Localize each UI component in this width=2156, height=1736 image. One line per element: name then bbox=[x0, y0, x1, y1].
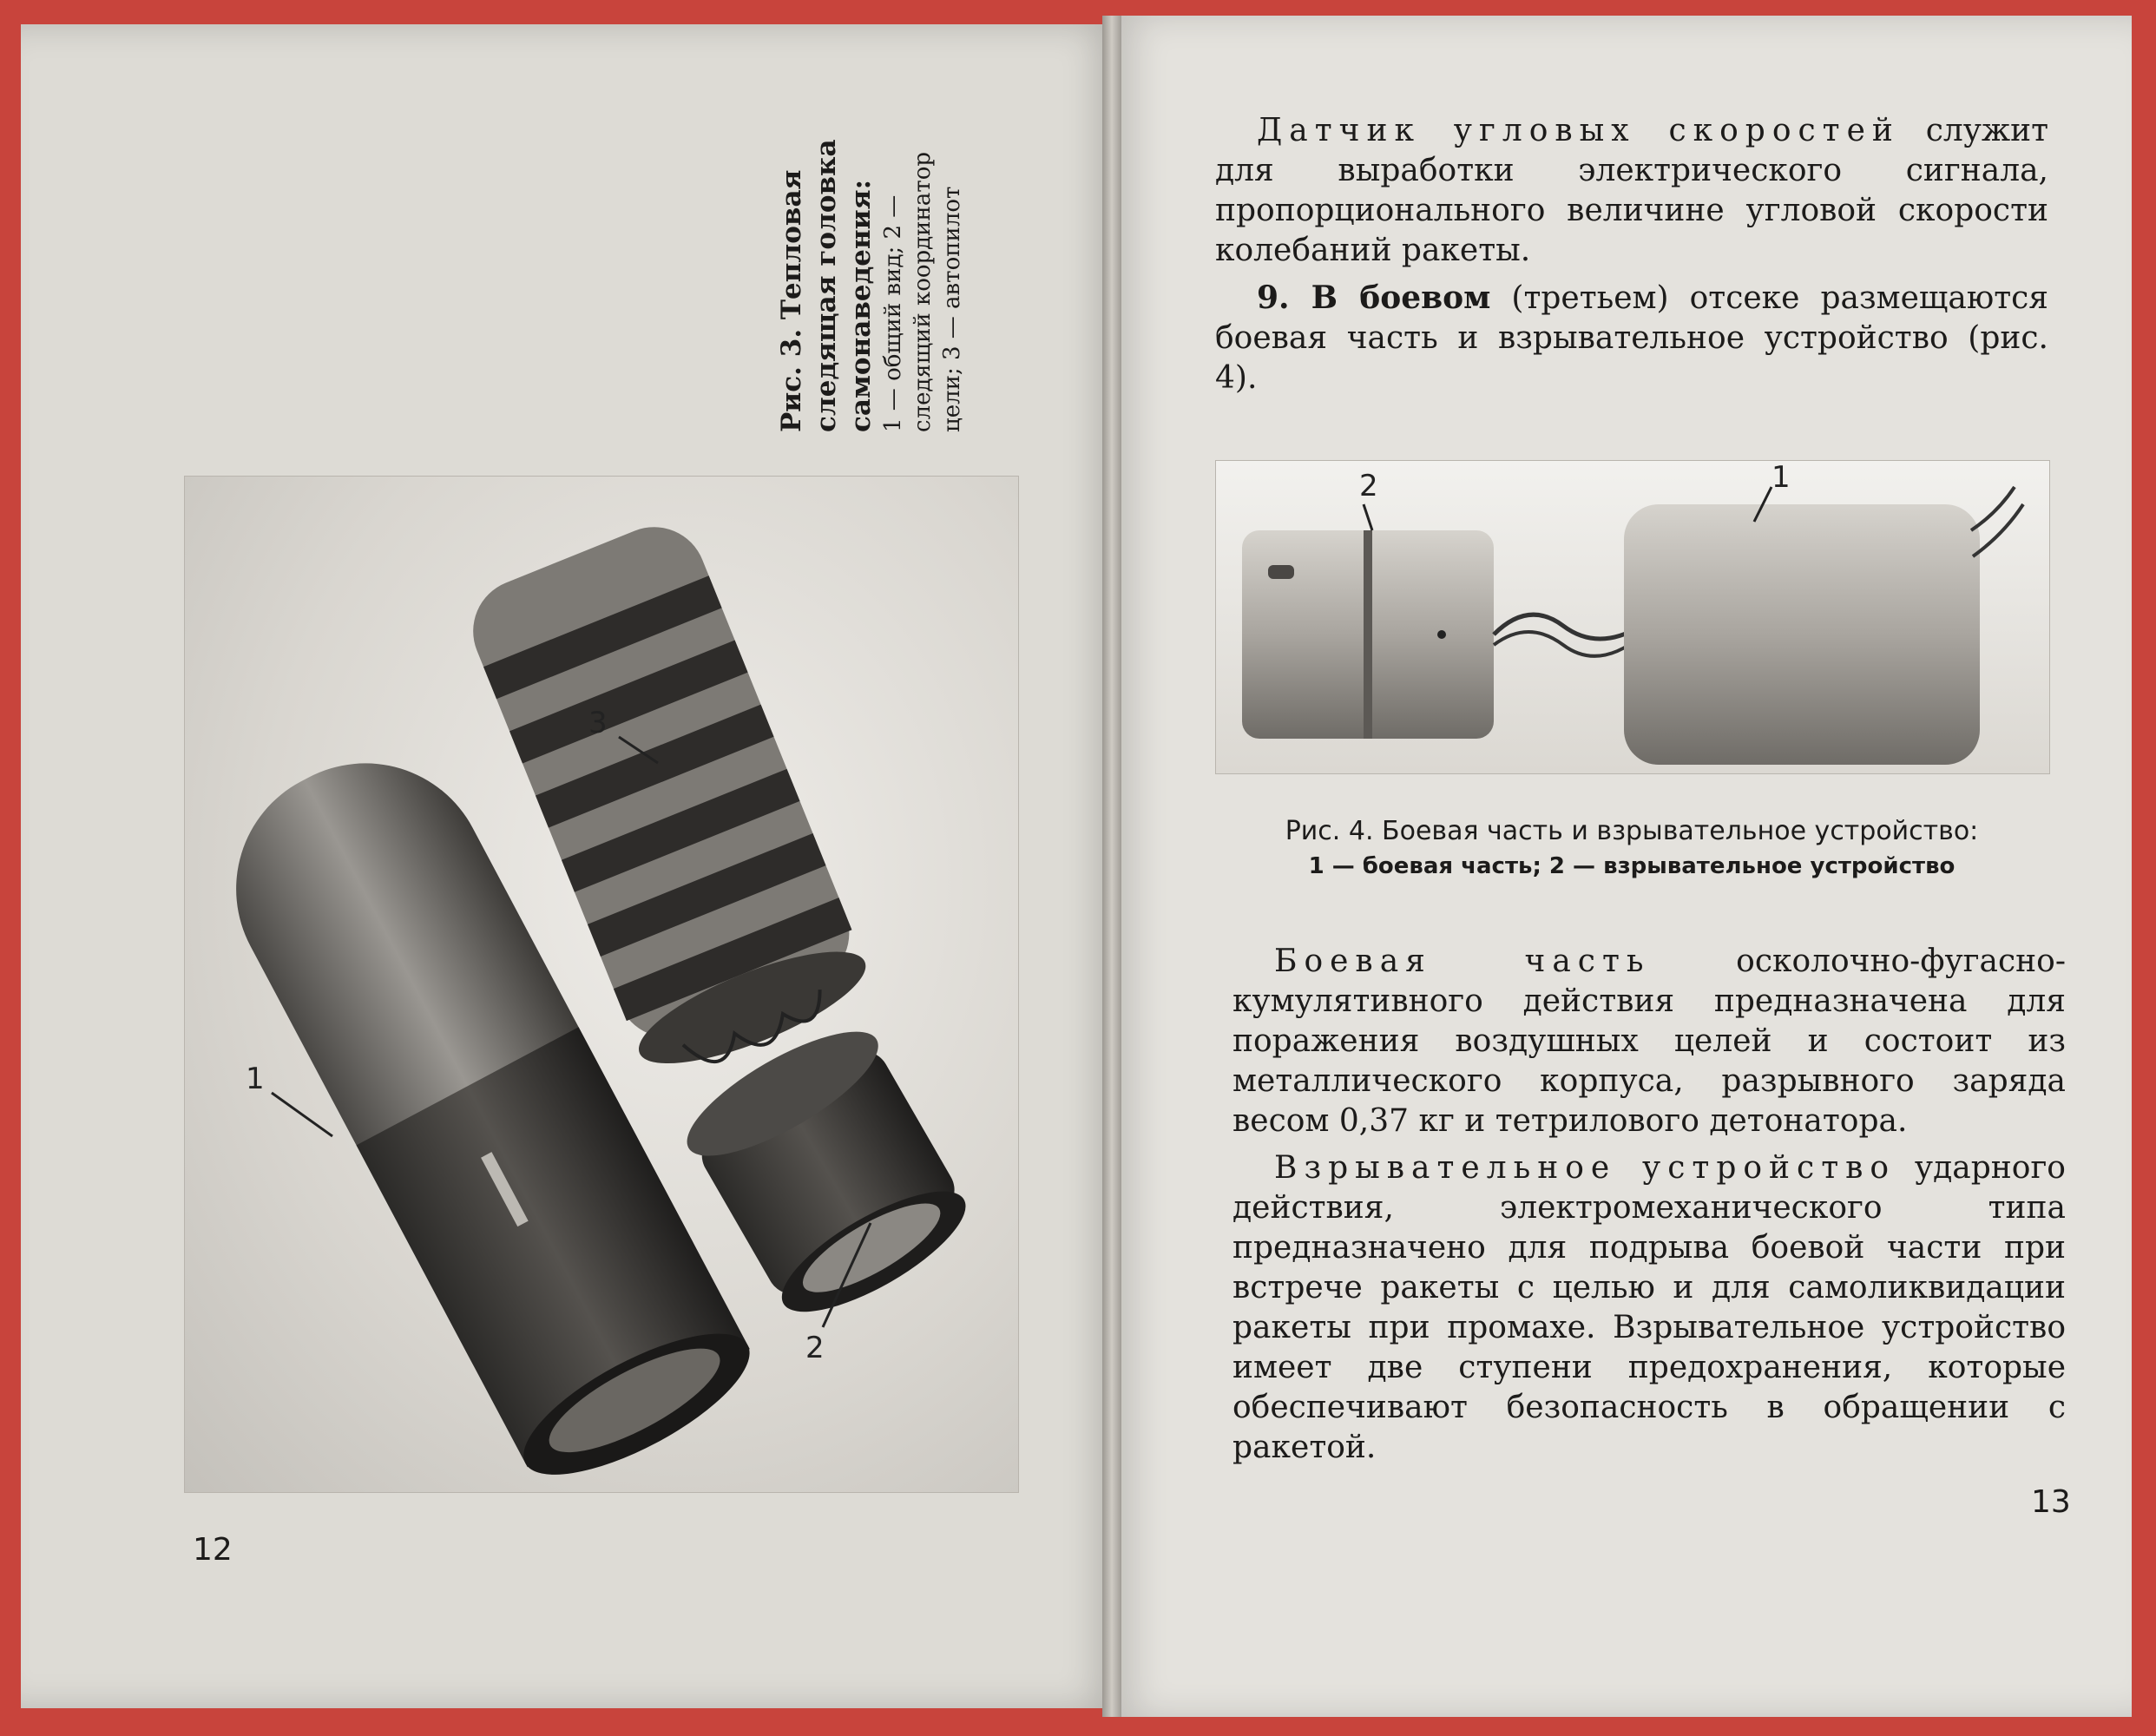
figure4-label-1: 1 bbox=[1771, 461, 1791, 495]
figure3-caption-title: Рис. 3. Тепловая следящая головка самонаведения: bbox=[776, 139, 877, 432]
figure3-label-2: 2 bbox=[805, 1331, 825, 1365]
paragraph-combat-compartment-body: (третьем) отсеке размещаются боевая часть и взрывательное устройство (рис. 4). bbox=[1215, 280, 2048, 396]
paragraph-warhead-lead: Боевая часть bbox=[1274, 944, 1651, 979]
section-number-9: 9. В боевом bbox=[1257, 279, 1491, 316]
text-bottom bbox=[1232, 942, 2066, 1475]
figure3-caption bbox=[774, 120, 1087, 432]
page-number-right: 13 bbox=[2031, 1484, 2071, 1520]
text-top bbox=[1215, 111, 2048, 405]
seeker-head-illustration bbox=[185, 477, 1018, 1492]
figure4-caption bbox=[1215, 816, 2048, 879]
figure4-photo bbox=[1215, 460, 2050, 774]
warhead-fuze-illustration bbox=[1216, 461, 2049, 773]
figure3-label-1: 1 bbox=[246, 1062, 265, 1096]
figure3-label-3: 3 bbox=[588, 706, 608, 740]
paragraph-fuze bbox=[1232, 1148, 2066, 1468]
figure4-label-2: 2 bbox=[1359, 469, 1378, 503]
paragraph-warhead bbox=[1232, 942, 2066, 1141]
figure4-caption-legend: 1 — боевая часть; 2 — взрывательное устройство bbox=[1308, 853, 1956, 879]
paragraph-warhead-body: осколочно-фугасно-кумулятивного действия предназначена для поражения воздушных целей и состоит из металлического корпуса, разрывного заряда весом 0,37 кг и тетрилового детонатора. bbox=[1232, 944, 2067, 1139]
book-gutter bbox=[1102, 16, 1121, 1717]
target-coordinator bbox=[671, 1009, 985, 1336]
figure3-photo bbox=[184, 476, 1019, 1493]
figure4-caption-title: Рис. 4. Боевая часть и взрывательное устройство: bbox=[1285, 816, 1979, 846]
paragraph-combat-compartment bbox=[1215, 278, 2048, 398]
paragraph-angular-rate-sensor-body: служит для выработки электрического сигнала, пропорционального величине угловой скорости колебаний ракеты. bbox=[1215, 113, 2049, 268]
page-number-left: 12 bbox=[193, 1532, 233, 1568]
paragraph-fuze-body: ударного действия, электромеханического типа предназначено для подрыва боевой части при встрече ракеты с целью и для самоликвидации ракеты при промахе. Взрывательное устройство имеет две ступени предохранения, которые обеспечивают безопасность в обращении с ракетой. bbox=[1232, 1150, 2066, 1465]
paragraph-angular-rate-sensor-lead: Датчик угловых скоростей bbox=[1257, 113, 1900, 148]
paragraph-fuze-lead: Взрывательное устройство bbox=[1274, 1150, 1896, 1186]
paragraph-angular-rate-sensor bbox=[1215, 111, 2048, 271]
figure3-caption-legend: 1 — общий вид; 2 — следящий координатор цели; 3 — автопилот bbox=[880, 151, 965, 432]
